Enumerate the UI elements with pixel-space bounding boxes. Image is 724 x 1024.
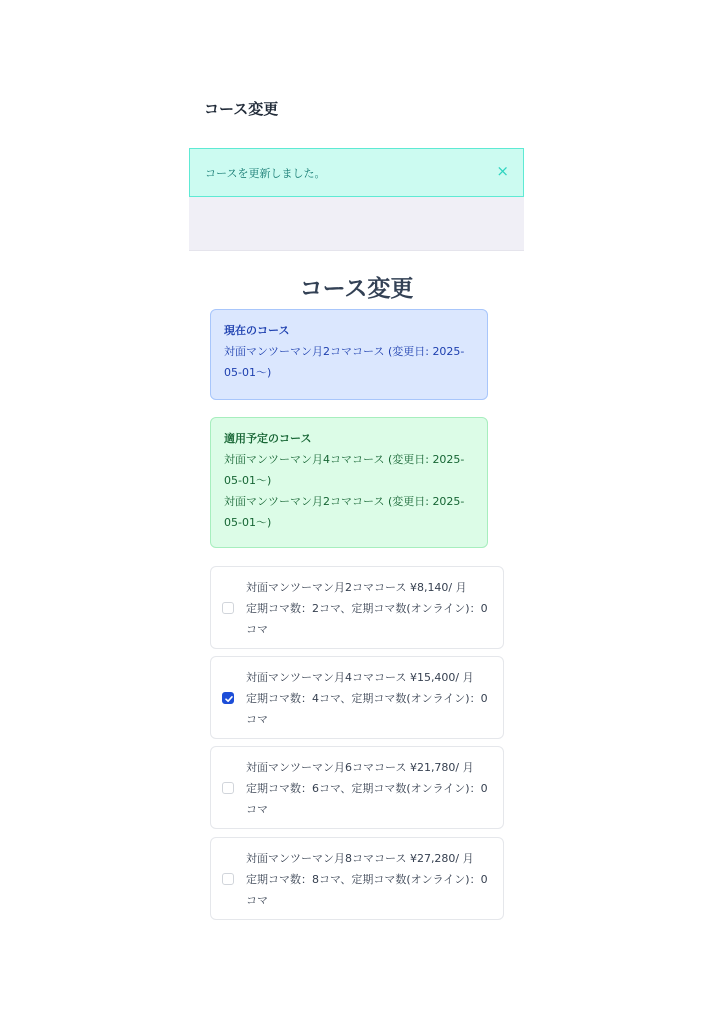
course-option-text	[246, 757, 496, 820]
course-option-4[interactable]	[210, 656, 504, 739]
course-change-page	[189, 0, 524, 907]
current-course-box	[210, 309, 488, 400]
alert-spacer	[189, 197, 524, 251]
course-option-text	[246, 667, 496, 730]
course-option-6[interactable]	[210, 746, 504, 829]
alert-message: コースを更新しました。	[205, 167, 326, 180]
page-title: コース変更	[204, 100, 279, 118]
course-option-name: 対面マンツーマン月4コマコース ¥15,400/ 月	[246, 671, 474, 684]
close-icon[interactable]: ×	[496, 162, 509, 180]
course-option-2[interactable]	[210, 566, 504, 649]
scheduled-course-label: 適用予定のコース	[224, 432, 312, 445]
course-checkbox[interactable]	[222, 782, 234, 794]
check-icon	[224, 694, 234, 704]
section-title: コース変更	[299, 276, 414, 302]
course-option-name: 対面マンツーマン月6コマコース ¥21,780/ 月	[246, 761, 474, 774]
scheduled-course-entry: 対面マンツーマン月2コマコース (変更日: 2025-05-01〜)	[224, 495, 465, 529]
course-option-text	[246, 577, 496, 640]
course-checkbox-checked[interactable]	[222, 692, 234, 704]
success-alert	[189, 148, 524, 197]
course-option-detail: 定期コマ数：8コマ、定期コマ数(オンライン)：0コマ	[246, 873, 488, 907]
current-course-entry: 対面マンツーマン月2コマコース (変更日: 2025-05-01〜)	[224, 345, 465, 379]
course-option-detail: 定期コマ数：4コマ、定期コマ数(オンライン)：0コマ	[246, 692, 488, 726]
course-option-name: 対面マンツーマン月8コマコース ¥27,280/ 月	[246, 852, 474, 865]
course-option-text	[246, 848, 496, 911]
course-option-detail: 定期コマ数：6コマ、定期コマ数(オンライン)：0コマ	[246, 782, 488, 816]
course-option-name: 対面マンツーマン月2コマコース ¥8,140/ 月	[246, 581, 467, 594]
scheduled-course-box	[210, 417, 488, 548]
course-option-8[interactable]	[210, 837, 504, 920]
course-checkbox[interactable]	[222, 602, 234, 614]
current-course-label: 現在のコース	[224, 324, 290, 337]
course-option-detail: 定期コマ数：2コマ、定期コマ数(オンライン)：0コマ	[246, 602, 488, 636]
course-checkbox[interactable]	[222, 873, 234, 885]
scheduled-course-entry: 対面マンツーマン月4コマコース (変更日: 2025-05-01〜)	[224, 453, 465, 487]
